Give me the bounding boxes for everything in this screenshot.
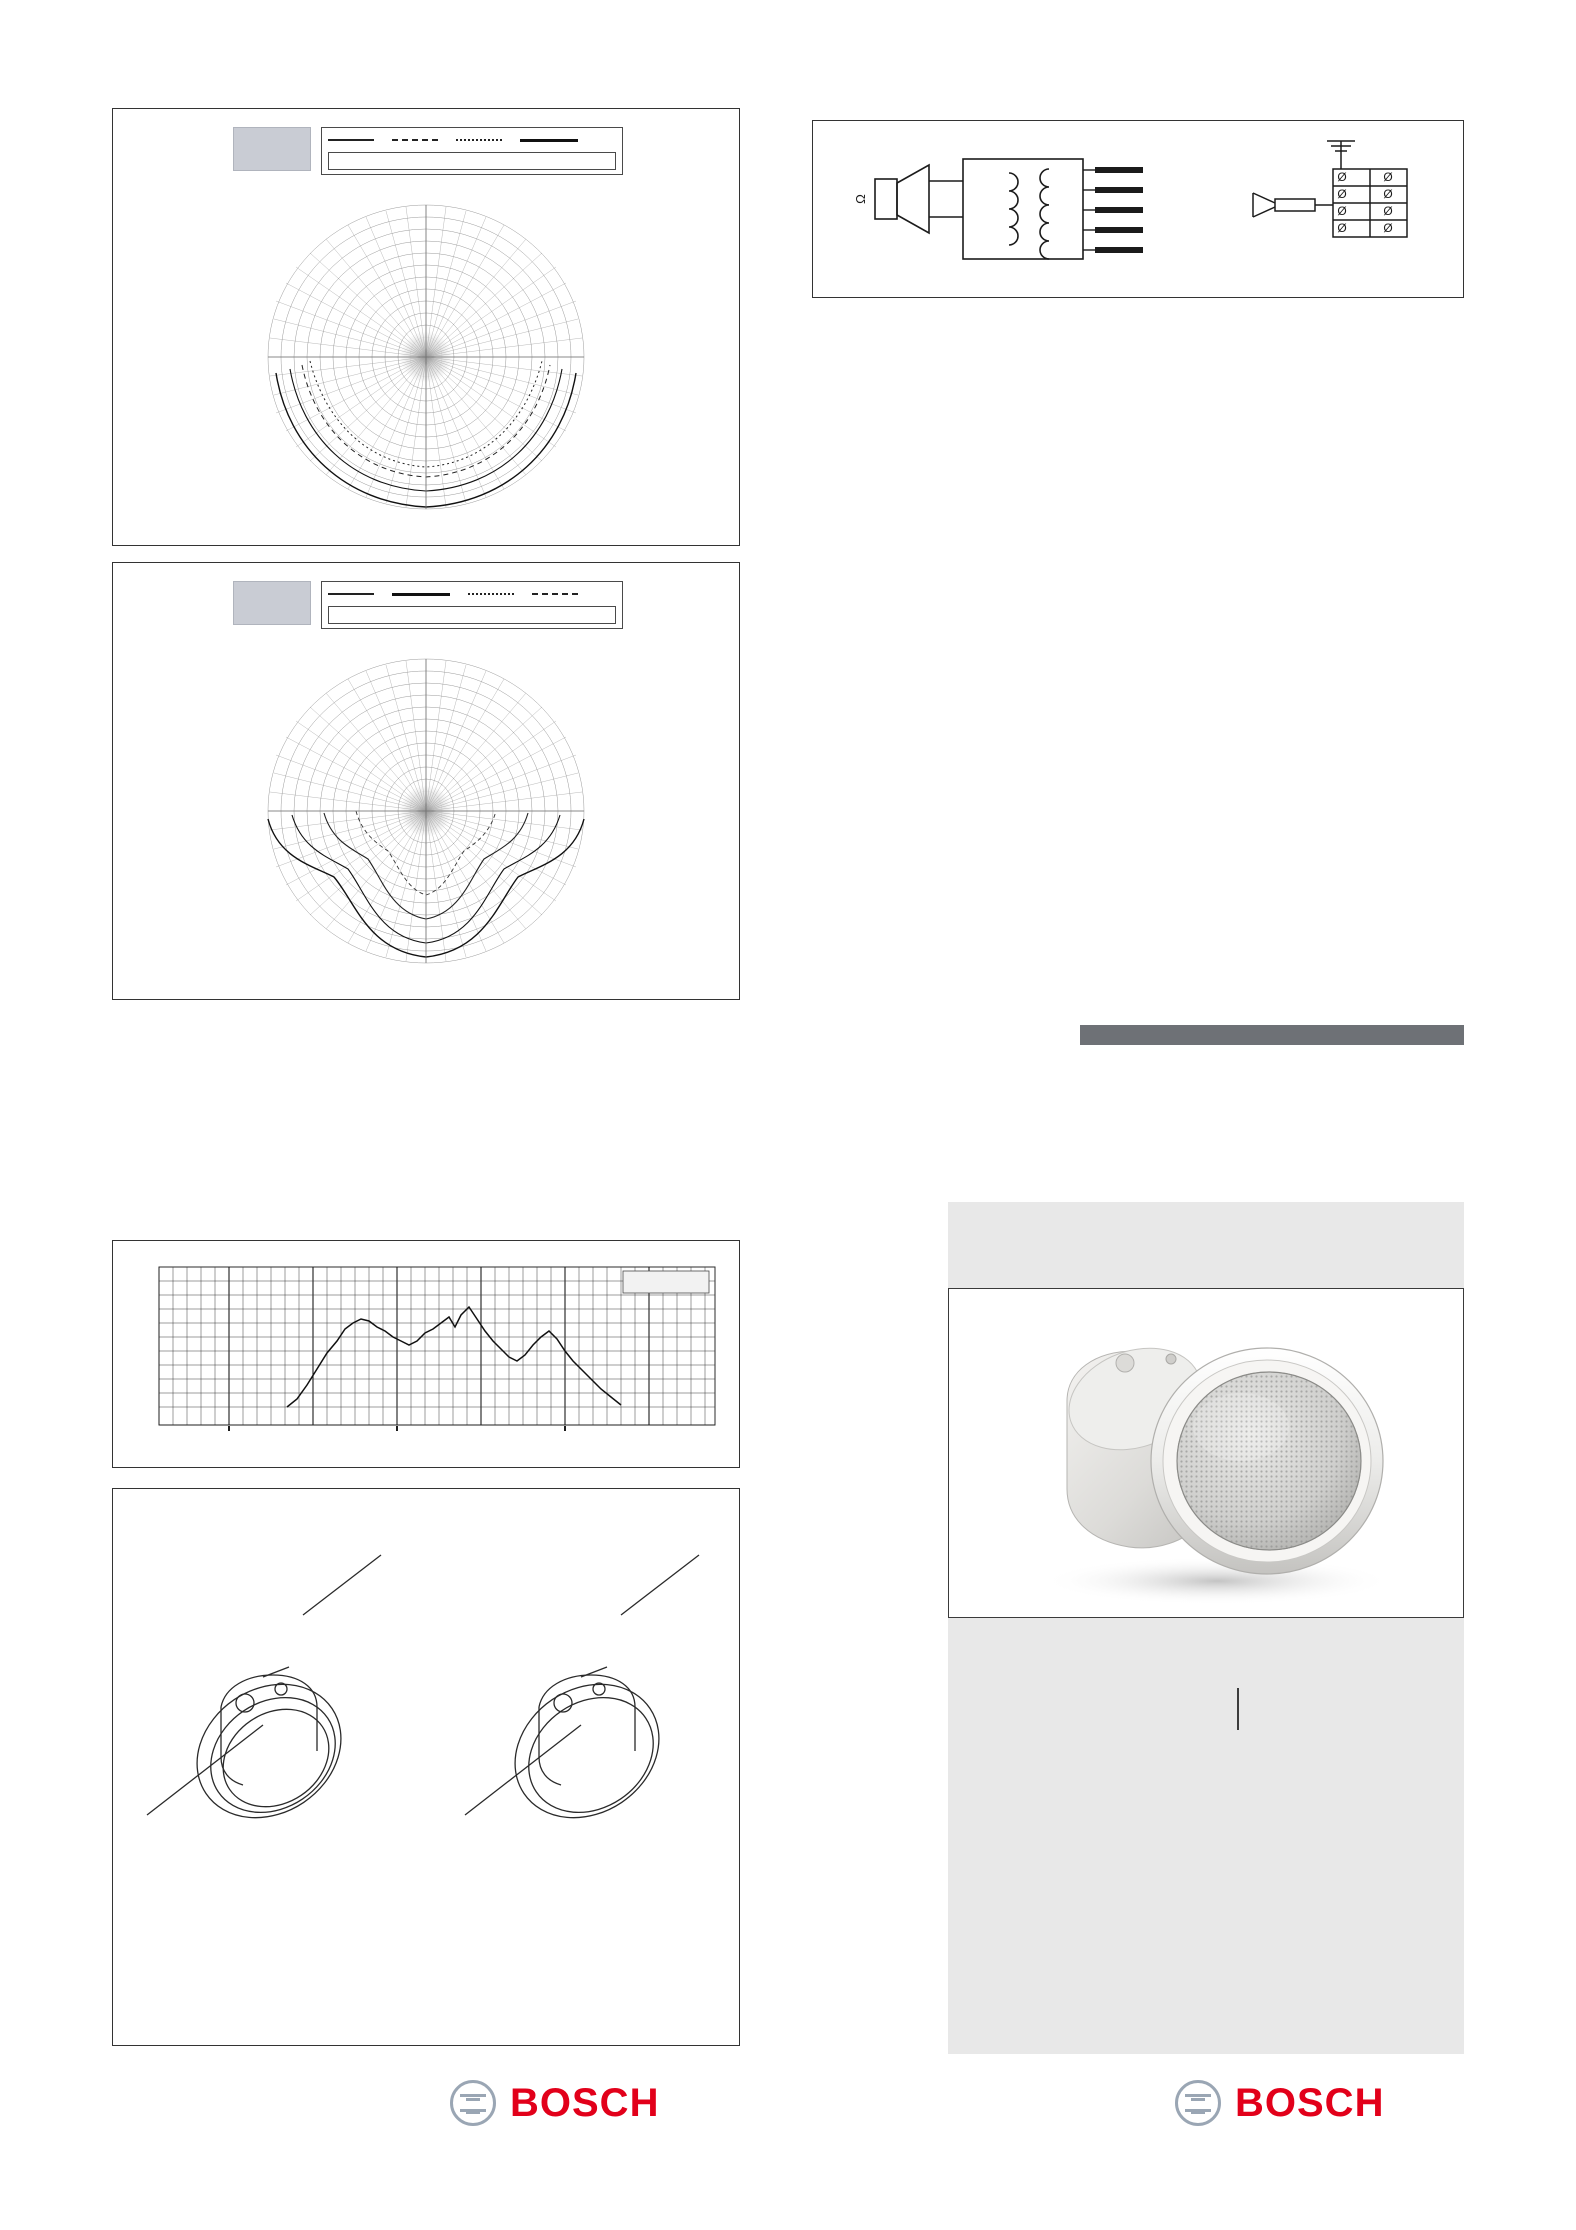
legend-dotted-line-icon (456, 139, 502, 141)
polar-diagram-panel-1 (112, 108, 740, 546)
mounting-drawing-panel (112, 1488, 740, 2046)
legend-blank-row (328, 606, 616, 624)
product-photo-frame (948, 1288, 1464, 1618)
text-cursor-caret (1237, 1688, 1239, 1730)
bosch-logo-right (1175, 2080, 1384, 2126)
mounting-drawing (113, 1489, 739, 2045)
svg-text:Ø: Ø (1383, 187, 1393, 201)
section-divider-band (1080, 1025, 1464, 1045)
legend-dashed-line-icon (532, 593, 578, 595)
svg-text:Ø: Ø (1383, 170, 1393, 184)
frequency-chart-legend-box (623, 1271, 709, 1293)
bosch-symbol-icon (1175, 2080, 1221, 2126)
legend-line-styles (321, 581, 623, 629)
legend-solid-line-icon (328, 139, 374, 141)
legend-line-styles (321, 127, 623, 175)
legend-swatch (233, 127, 311, 171)
svg-text:Ø: Ø (1383, 221, 1393, 235)
polar-graph-1 (206, 197, 646, 527)
polar-legend-2 (233, 581, 623, 629)
svg-text:Ø: Ø (1383, 204, 1393, 218)
frequency-response-panel (112, 1240, 740, 1468)
driver-impedance-label: Ω (853, 194, 868, 204)
frequency-response-chart (129, 1257, 727, 1455)
legend-dotted-line-icon (468, 593, 514, 595)
svg-text:Ø: Ø (1337, 187, 1347, 201)
svg-text:Ø: Ø (1337, 204, 1347, 218)
legend-thick-line-icon (392, 593, 450, 596)
polar-diagram-panel-2 (112, 562, 740, 1000)
bosch-symbol-icon (450, 2080, 496, 2126)
svg-text:Ø: Ø (1337, 221, 1347, 235)
bosch-wordmark: BOSCH (1235, 2080, 1385, 2125)
legend-solid-line-icon (328, 593, 374, 595)
bosch-wordmark: BOSCH (510, 2080, 660, 2125)
polar-legend-1 (233, 127, 623, 175)
polar-graph-2 (206, 651, 646, 981)
legend-blank-row (328, 152, 616, 170)
product-photo (949, 1289, 1463, 1617)
legend-thick-line-icon (520, 139, 578, 142)
legend-dashed-line-icon (392, 139, 438, 141)
bosch-logo-left (450, 2080, 659, 2126)
svg-text:Ø: Ø (1337, 170, 1347, 184)
wiring-schematic (813, 121, 1463, 297)
wiring-schematic-panel (812, 120, 1464, 298)
legend-swatch (233, 581, 311, 625)
